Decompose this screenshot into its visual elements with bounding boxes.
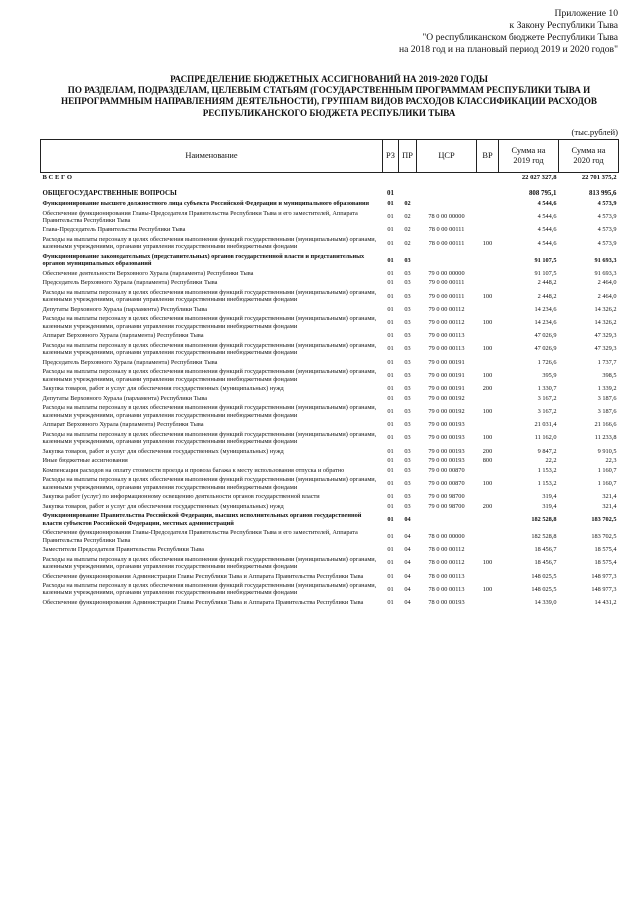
table-row: [41, 314, 619, 331]
cell-vr: [477, 571, 499, 581]
cell-2019: 1 153,2: [537, 466, 557, 474]
cell-csr: 78 0 00 00113: [428, 572, 465, 580]
cell-csr: 79 0 00 00191: [428, 385, 465, 393]
table-row: [41, 208, 619, 225]
cell-pr: 04: [404, 599, 411, 607]
table-row: [41, 446, 619, 456]
table-row: [41, 278, 619, 288]
table-row: [41, 394, 619, 404]
cell-csr: 78 0 00 00111: [428, 239, 465, 247]
cell-rz: 01: [387, 256, 394, 264]
cell-2019: 395,9: [542, 371, 557, 379]
cell-name: Расходы на выплаты персоналу в целях обеспечения выполнения функций государственными (муниципальными) органами, казенными учреждениями, органами управления государственными внебюджетными фондами: [42, 430, 377, 446]
cell-2019: 11 162,0: [534, 434, 557, 442]
cell-vr: 100: [482, 480, 493, 487]
cell-name: ОБЩЕГОСУДАРСТВЕННЫЕ ВОПРОСЫ: [42, 190, 177, 198]
cell-vr: [477, 358, 499, 368]
cell-pr: 03: [404, 256, 411, 264]
cell-2019: 1 726,6: [537, 358, 557, 366]
cell-name: Функционирование законодательных (представительных) органов государственной власти и представительных органов муниципальных образований: [42, 252, 365, 268]
cell-vr: 100: [482, 292, 493, 300]
cell-csr: 78 0 00 00113: [428, 585, 465, 593]
cell-csr: 79 0 00 00870: [428, 480, 465, 487]
cell-csr: 79 0 00 00193: [428, 447, 465, 455]
cell-rz: 01: [387, 447, 394, 455]
cell-rz: 01: [387, 332, 394, 340]
cell-2019: 21 031,4: [534, 421, 557, 429]
document-title: [40, 74, 618, 119]
unit-label: (тыс.рублей): [571, 126, 618, 137]
table-row: [41, 384, 619, 394]
cell-csr: 78 0 00 00111: [428, 226, 465, 234]
cell-vr: [477, 528, 499, 545]
cell-2019: 1 153,2: [537, 480, 557, 487]
cell-name: Функционирование Правительства Российской Федерации, высших исполнительных органов государственной власти субъектов Российской Федерации, местных администраций: [42, 512, 362, 527]
cell-rz: 01: [387, 532, 394, 540]
cell-2019: 319,4: [542, 502, 557, 510]
cell-rz: 01: [387, 371, 394, 379]
cell-pr: 03: [404, 480, 411, 487]
cell-name: Расходы на выплаты персоналу в целях обеспечения выполнения функций государственными (муниципальными) органами, казенными учреждениями, органами управления государственными внебюджетными фондами: [42, 555, 377, 571]
cell-name: Глава-Председатель Правительства Республики Тыва: [42, 226, 186, 234]
cell-2019: 4 544,6: [537, 226, 557, 234]
cell-rz: 01: [387, 226, 394, 234]
cell-2019: 319,4: [542, 493, 557, 501]
table-row: [41, 403, 619, 420]
cell-2019: 2 448,2: [537, 279, 557, 287]
cell-2020: 2 464,0: [597, 292, 617, 300]
cell-2019: 4 544,6: [537, 199, 557, 207]
column-header-rz: РЗ: [383, 139, 399, 172]
cell-pr: 04: [404, 585, 411, 593]
cell-vr: 200: [482, 385, 493, 393]
cell-2019: 47 026,9: [534, 332, 557, 340]
table-row: [41, 598, 619, 608]
table-row: [41, 252, 619, 269]
cell-pr: 03: [404, 269, 411, 277]
cell-name: Расходы на выплаты персоналу в целях обеспечения выполнения функций государственными (муниципальными) органами, казенными учреждениями, органами управления государственными внебюджетными фондами: [42, 236, 377, 251]
title-line-3: НЕПРОГРАММНЫМ НАПРАВЛЕНИЯМ ДЕЯТЕЛЬНОСТИ), ГРУППАМ ВИДОВ РАСХОДОВ КЛАССИФИКАЦИИ РАСХОДОВ: [61, 96, 597, 107]
cell-2019: 182 528,8: [531, 516, 557, 524]
cell-2019: 47 026,9: [534, 345, 557, 353]
cell-csr: [417, 511, 477, 528]
cell-rz: 01: [387, 457, 394, 465]
table-row: [41, 466, 619, 476]
cell-rz: 01: [387, 572, 394, 580]
cell-2020: 3 187,6: [597, 407, 617, 415]
table-row: [41, 172, 619, 182]
cell-csr: 78 0 00 00193: [428, 599, 465, 607]
column-header-name: Наименование: [41, 139, 383, 172]
cell-2019: 148 025,5: [531, 572, 557, 580]
cell-2020: 22,3: [605, 457, 617, 465]
cell-rz: 01: [387, 421, 394, 429]
cell-vr: [477, 598, 499, 608]
cell-vr: [477, 394, 499, 404]
cell-rz: [383, 172, 399, 182]
cell-vr: 100: [482, 239, 493, 247]
table-row: [41, 199, 619, 209]
table-row: [41, 235, 619, 252]
cell-2020: 22 701 375,2: [559, 172, 619, 182]
cell-2019: 18 456,7: [534, 559, 557, 567]
cell-rz: 01: [387, 358, 394, 366]
cell-csr: 79 0 00 00113: [428, 332, 465, 340]
cell-rz: 01: [387, 305, 394, 313]
table-row: [41, 420, 619, 430]
cell-csr: 78 0 00 00112: [428, 546, 465, 554]
cell-vr: [477, 492, 499, 502]
cell-vr: [477, 466, 499, 476]
cell-pr: 03: [404, 292, 411, 300]
budget-table: [40, 139, 619, 608]
cell-pr: 03: [404, 319, 411, 326]
cell-rz: 01: [387, 407, 394, 415]
cell-csr: [417, 199, 477, 209]
cell-2019: 91 107,5: [534, 269, 557, 277]
cell-name: Закупка товаров, работ и услуг для обеспечения государственных (муниципальных) нужд: [42, 385, 284, 393]
cell-csr: [417, 182, 477, 198]
table-row: [41, 475, 619, 492]
cell-name: Компенсация расходов на оплату стоимости проезда и провоза багажа к месту использования отпуска и обратно: [42, 466, 345, 474]
cell-rz: 01: [387, 199, 394, 207]
cell-rz: 01: [387, 502, 394, 510]
cell-rz: 01: [387, 385, 394, 393]
table-row: [41, 456, 619, 466]
table-row: [41, 225, 619, 235]
cell-name: Функционирование высшего должностного лица субъекта Российской Федерации и муниципального образования: [42, 199, 370, 207]
cell-2020: 1 737,7: [597, 358, 617, 366]
cell-2019: 18 456,7: [534, 546, 557, 554]
cell-pr: 04: [404, 532, 411, 540]
cell-vr: 200: [482, 502, 493, 510]
title-line-2: ПО РАЗДЕЛАМ, ПОДРАЗДЕЛАМ, ЦЕЛЕВЫМ СТАТЬЯМ (ГОСУДАРСТВЕННЫМ ПРОГРАММАМ РЕСПУБЛИКИ ТЫВА И: [67, 85, 591, 96]
cell-vr: [477, 420, 499, 430]
cell-pr: 03: [404, 502, 411, 510]
cell-2020: 3 187,6: [597, 394, 617, 402]
cell-name: Закупка товаров, работ и услуг для обеспечения государственных (муниципальных) нужд: [42, 447, 284, 455]
cell-name: Закупка товаров, работ и услуг для обеспечения государственных (муниципальных) нужд: [42, 502, 284, 510]
cell-2020: 1 339,2: [597, 385, 617, 393]
cell-pr: 02: [404, 213, 411, 221]
cell-rz: 01: [387, 279, 394, 287]
annex-header: [40, 8, 618, 56]
cell-name: В С Е Г О: [41, 172, 383, 182]
cell-pr: 04: [404, 559, 411, 567]
cell-rz: 01: [387, 493, 394, 501]
cell-name: Аппарат Верховного Хурала (парламента) Республики Тыва: [42, 421, 204, 429]
cell-2019: 14 234,6: [534, 319, 557, 326]
cell-csr: 78 0 00 00000: [428, 532, 465, 540]
cell-vr: [477, 172, 499, 182]
cell-rz: 01: [387, 466, 394, 474]
cell-name: Председатель Верховного Хурала (парламента) Республики Тыва: [42, 279, 218, 287]
cell-vr: [477, 182, 499, 198]
table-row: [41, 581, 619, 598]
cell-pr: 04: [404, 546, 411, 554]
cell-2019: 3 167,2: [537, 407, 557, 415]
cell-csr: 79 0 00 00191: [428, 371, 465, 379]
table-row: [41, 341, 619, 358]
cell-2019: 148 025,5: [531, 585, 557, 593]
cell-pr: [399, 182, 417, 198]
cell-2020: 9 910,5: [597, 447, 617, 455]
table-row: [41, 269, 619, 279]
cell-vr: 200: [482, 447, 493, 455]
table-row: [41, 555, 619, 572]
cell-2019: 808 795,1: [528, 190, 557, 198]
column-header-vr: ВР: [477, 139, 499, 172]
cell-csr: 79 0 00 00193: [428, 434, 465, 442]
cell-rz: 01: [387, 345, 394, 353]
cell-csr: 79 0 00 00112: [428, 305, 465, 313]
cell-vr: [477, 225, 499, 235]
cell-2019: 2 448,2: [537, 292, 557, 300]
table-row: [41, 528, 619, 545]
cell-rz: 01: [387, 480, 394, 487]
cell-vr: 100: [482, 407, 493, 415]
cell-2020: 4 573,9: [597, 199, 617, 207]
cell-2020: 1 160,7: [597, 466, 617, 474]
table-row: [41, 571, 619, 581]
cell-2020: 11 233,8: [594, 434, 617, 442]
cell-csr: 79 0 00 00000: [428, 269, 465, 277]
annex-law-title-1: "О республиканском бюджете Республики Тыва: [422, 32, 618, 43]
cell-pr: 03: [404, 447, 411, 455]
cell-2020: 14 326,2: [594, 305, 617, 313]
cell-2020: 148 977,3: [591, 572, 617, 580]
cell-rz: 01: [387, 585, 394, 593]
cell-name: Иные бюджетные ассигнования: [42, 457, 128, 465]
table-row: [41, 492, 619, 502]
cell-vr: 100: [482, 319, 493, 326]
table-row: [41, 502, 619, 512]
cell-name: Заместители Председателя Правительства Республики Тыва: [42, 546, 204, 554]
cell-vr: [477, 269, 499, 279]
cell-2020: 4 573,9: [597, 213, 617, 221]
cell-vr: [477, 511, 499, 528]
cell-pr: 02: [404, 199, 411, 207]
cell-vr: [477, 252, 499, 269]
cell-name: Депутаты Верховного Хурала (парламента) Республики Тыва: [42, 394, 208, 402]
cell-vr: [477, 305, 499, 315]
cell-pr: 03: [404, 421, 411, 429]
cell-2020: 14 431,2: [594, 599, 617, 607]
cell-pr: 03: [404, 434, 411, 442]
cell-name: Расходы на выплаты персоналу в целях обеспечения выполнения функций государственными (муниципальными) органами, казенными учреждениями, органами управления государственными внебюджетными фондами: [42, 476, 377, 491]
cell-rz: 01: [387, 239, 394, 247]
cell-rz: 01: [387, 599, 394, 607]
cell-pr: 03: [404, 407, 411, 415]
table-row: [41, 367, 619, 384]
cell-2020: 47 329,3: [594, 345, 617, 353]
cell-vr: [477, 278, 499, 288]
cell-name: Расходы на выплаты персоналу в целях обеспечения выполнения функций государственными (муниципальными) органами, казенными учреждениями, органами управления государственными внебюджетными фондами: [42, 341, 377, 357]
cell-name: Аппарат Верховного Хурала (парламента) Республики Тыва: [42, 332, 204, 340]
cell-pr: 03: [404, 493, 411, 501]
cell-2020: 321,4: [602, 502, 617, 510]
cell-pr: 03: [404, 279, 411, 287]
cell-rz: 01: [387, 559, 394, 567]
cell-name: Обеспечение деятельности Верховного Хурала (парламента) Республики Тыва: [42, 269, 254, 277]
cell-csr: 78 0 00 00112: [428, 559, 465, 567]
cell-csr: 79 0 00 00191: [428, 358, 465, 366]
cell-name: Обеспечение функционирования Администрации Главы Республики Тыва и Аппарата Правительства Республики Тыва: [42, 599, 364, 607]
cell-2019: 14 339,0: [534, 599, 557, 607]
cell-vr: [477, 199, 499, 209]
table-body: [41, 172, 619, 607]
cell-2020: 2 464,0: [597, 279, 617, 287]
cell-csr: 78 0 00 00000: [428, 213, 465, 221]
annex-number: Приложение 10: [554, 8, 618, 19]
cell-name: Обеспечение функционирования Главы-Председателя Правительства Республики Тыва и его заместителей, Аппарата Правительства Республики Тыва: [42, 529, 358, 544]
annex-law-title-2: на 2018 год и на плановый период 2019 и 2020 годов": [399, 44, 618, 55]
cell-2020: 183 702,5: [591, 516, 617, 524]
table-header: [41, 139, 619, 172]
table-row: [41, 331, 619, 341]
cell-vr: [477, 545, 499, 555]
cell-csr: 79 0 00 00192: [428, 394, 465, 402]
cell-name: Закупка работ (услуг) по информационному освещению деятельности органов государственной власти: [42, 493, 320, 501]
cell-pr: 03: [404, 466, 411, 474]
cell-csr: 79 0 00 00193: [428, 421, 465, 429]
cell-rz: 01: [387, 319, 394, 326]
annex-law: к Закону Республики Тыва: [509, 20, 618, 31]
cell-csr: 79 0 00 00870: [428, 466, 465, 474]
cell-vr: 100: [482, 371, 493, 379]
cell-pr: 03: [404, 305, 411, 313]
cell-rz: 01: [387, 213, 394, 221]
cell-csr: 79 0 00 00192: [428, 407, 465, 415]
cell-csr: 79 0 00 98700: [428, 502, 465, 510]
cell-name: Обеспечение функционирования Главы-Председателя Правительства Республики Тыва и его заместителей, Аппарата Правительства Республики Тыва: [42, 209, 358, 224]
cell-2020: 47 329,3: [594, 332, 617, 340]
cell-2020: 148 977,3: [591, 585, 617, 593]
cell-2020: 4 573,9: [597, 239, 617, 247]
cell-pr: 03: [404, 371, 411, 379]
cell-pr: 03: [404, 394, 411, 402]
cell-2019: 3 167,2: [537, 394, 557, 402]
table-row: [41, 288, 619, 305]
column-header-2019: Сумма на 2019 год: [499, 139, 559, 172]
cell-name: Расходы на выплаты персоналу в целях обеспечения выполнения функций государственными (муниципальными) органами, казенными учреждениями, органами управления государственными внебюджетными фондами: [42, 404, 377, 419]
cell-2020: 321,4: [602, 493, 617, 501]
column-header-2020: Сумма на 2020 год: [559, 139, 619, 172]
cell-rz: 01: [387, 190, 394, 198]
cell-pr: 03: [404, 385, 411, 393]
cell-rz: 01: [387, 394, 394, 402]
cell-pr: 03: [404, 332, 411, 340]
cell-vr: 100: [482, 345, 493, 353]
cell-pr: 04: [404, 572, 411, 580]
cell-2019: 4 544,6: [537, 239, 557, 247]
cell-name: Председатель Верховного Хурала (парламента) Республики Тыва: [42, 358, 218, 366]
cell-vr: 100: [482, 559, 493, 567]
cell-csr: 79 0 00 00111: [428, 292, 465, 300]
table-row: [41, 511, 619, 528]
cell-2020: 18 575,4: [594, 559, 617, 567]
cell-csr: 79 0 00 00113: [428, 345, 465, 353]
cell-2019: 22,2: [545, 457, 557, 465]
cell-2019: 1 330,7: [537, 385, 557, 393]
cell-2020: 21 166,6: [594, 421, 617, 429]
cell-2020: 813 995,6: [588, 190, 617, 198]
cell-2020: 91 693,3: [594, 269, 617, 277]
cell-name: Обеспечение функционирования Администрации Главы Республики Тыва и Аппарата Правительства Республики Тыва: [42, 572, 364, 580]
cell-2019: 91 107,5: [534, 256, 557, 264]
table-row: [41, 358, 619, 368]
cell-2020: 14 326,2: [594, 319, 617, 326]
cell-csr: 79 0 00 98700: [428, 493, 465, 501]
cell-pr: [399, 172, 417, 182]
cell-csr: [417, 252, 477, 269]
table-row: [41, 430, 619, 447]
cell-2020: 4 573,9: [597, 226, 617, 234]
cell-pr: 04: [404, 516, 411, 524]
cell-vr: 800: [482, 457, 493, 465]
cell-rz: 01: [387, 269, 394, 277]
cell-csr: 79 0 00 00193: [428, 457, 465, 465]
cell-name: Расходы на выплаты персоналу в целях обеспечения выполнения функций государственными (муниципальными) органами, казенными учреждениями, органами управления государственными внебюджетными фондами: [42, 582, 377, 597]
cell-rz: 01: [387, 292, 394, 300]
title-line-1: РАСПРЕДЕЛЕНИЕ БЮДЖЕТНЫХ АССИГНОВАНИЙ НА 2019-2020 ГОДЫ: [170, 74, 488, 84]
cell-pr: 02: [404, 239, 411, 247]
cell-vr: 100: [482, 434, 493, 442]
cell-rz: 01: [387, 546, 394, 554]
cell-2020: 18 575,4: [594, 546, 617, 554]
cell-name: Расходы на выплаты персоналу в целях обеспечения выполнения функций государственными (муниципальными) органами, казенными учреждениями, органами управления государственными внебюджетными фондами: [42, 368, 377, 383]
cell-pr: 03: [404, 358, 411, 366]
cell-2020: 183 702,5: [591, 532, 617, 540]
cell-rz: 01: [387, 516, 394, 524]
cell-vr: [477, 208, 499, 225]
cell-csr: [417, 172, 477, 182]
cell-vr: [477, 331, 499, 341]
column-header-csr: ЦСР: [417, 139, 477, 172]
table-row: [41, 182, 619, 198]
cell-csr: 79 0 00 00111: [428, 279, 465, 287]
table-row: [41, 305, 619, 315]
cell-rz: 01: [387, 434, 394, 442]
cell-pr: 03: [404, 345, 411, 353]
cell-name: Расходы на выплаты персоналу в целях обеспечения выполнения функций государственными (муниципальными) органами, казенными учреждениями, органами управления государственными внебюджетными фондами: [42, 288, 377, 304]
cell-name: Депутаты Верховного Хурала (парламента) Республики Тыва: [42, 305, 208, 313]
cell-csr: 79 0 00 00112: [428, 319, 465, 326]
table-row: [41, 545, 619, 555]
cell-2019: 14 234,6: [534, 305, 557, 313]
cell-vr: 100: [482, 585, 493, 593]
title-line-4: РЕСПУБЛИКАНСКОГО БЮДЖЕТА РЕСПУБЛИКИ ТЫВА: [202, 107, 456, 118]
cell-2019: 4 544,6: [537, 213, 557, 221]
column-header-pr: ПР: [399, 139, 417, 172]
cell-2020: 91 693,3: [594, 256, 617, 264]
cell-2019: 22 027 327,8: [499, 172, 559, 182]
cell-2019: 182 528,8: [531, 532, 557, 540]
cell-pr: 02: [404, 226, 411, 234]
cell-2020: 1 160,7: [597, 480, 617, 487]
cell-2019: 9 847,2: [537, 447, 557, 455]
cell-2020: 398,5: [602, 371, 617, 379]
cell-pr: 03: [404, 457, 411, 465]
cell-name: Расходы на выплаты персоналу в целях обеспечения выполнения функций государственными (муниципальными) органами, казенными учреждениями, органами управления государственными внебюджетными фондами: [42, 315, 377, 330]
